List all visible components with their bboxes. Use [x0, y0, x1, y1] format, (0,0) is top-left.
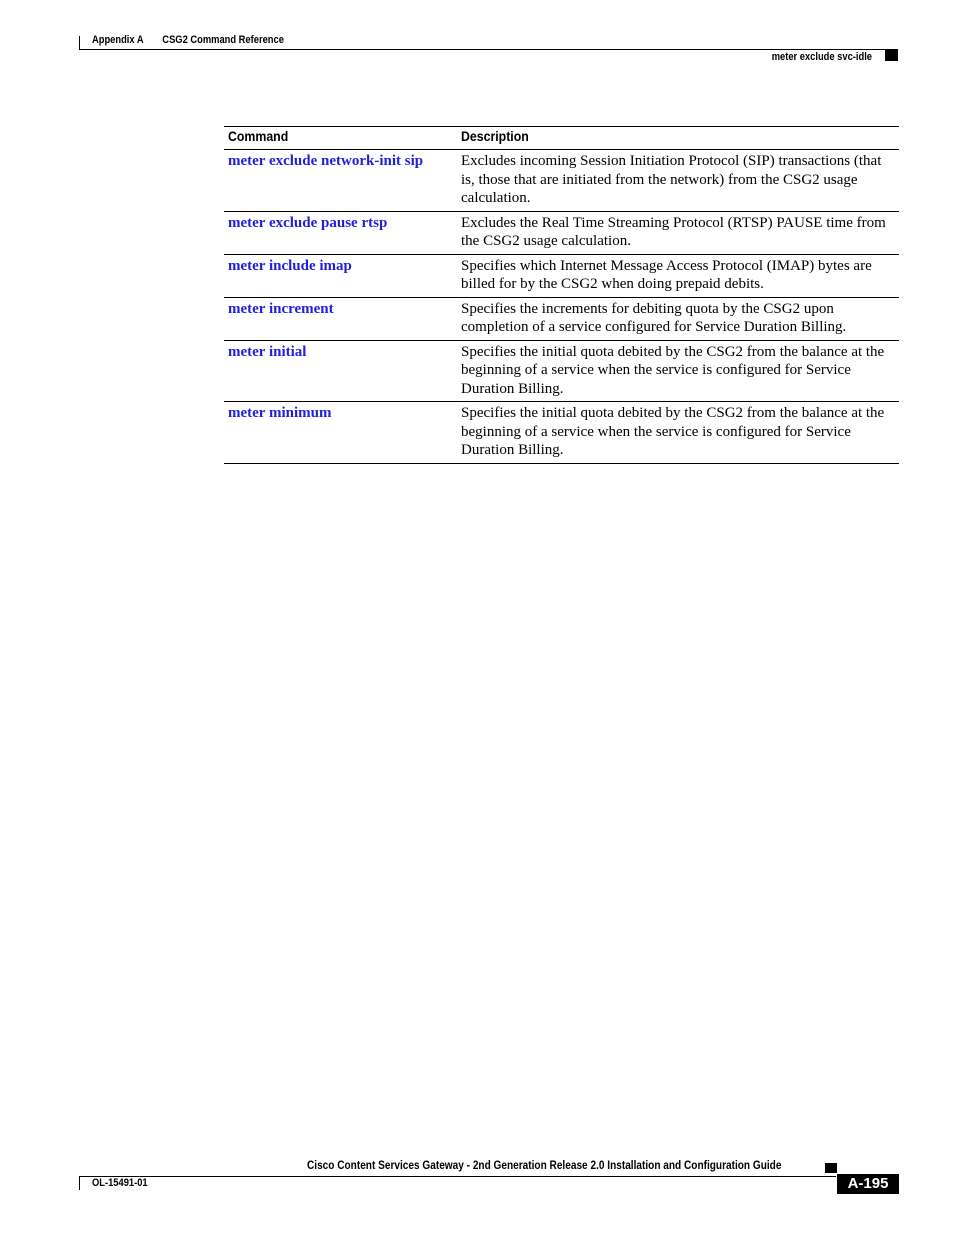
command-cell: [224, 402, 461, 464]
command-link[interactable]: meter initial: [228, 343, 307, 360]
running-header: [92, 34, 284, 46]
footer-rule: [79, 1176, 836, 1177]
command-link[interactable]: meter minimum: [228, 405, 332, 421]
description-cell: Specifies the increments for debiting quota by the CSG2 upon completion of a service configured for Service Duration Billing.: [461, 297, 899, 340]
command-link[interactable]: meter include imap: [228, 257, 352, 274]
guide-title: Cisco Content Services Gateway - 2nd Generation Release 2.0 Installation and Configuration Guide: [307, 1158, 782, 1172]
command-link[interactable]: meter increment: [228, 300, 334, 317]
table-row: [224, 297, 899, 340]
description-cell: Specifies the initial quota debited by the CSG2 from the balance at the beginning of a service when the service is configured for Service Duration Billing.: [461, 340, 899, 402]
command-cell: [224, 254, 461, 297]
document-number: OL-15491-01: [92, 1177, 148, 1189]
header-left-rule: [79, 36, 80, 50]
appendix-label: Appendix A: [92, 34, 144, 46]
command-cell: [224, 297, 461, 340]
footer-left-rule: [79, 1176, 80, 1190]
header-marker-block: [885, 50, 898, 61]
table-row: [224, 254, 899, 297]
command-link[interactable]: meter exclude network-init sip: [228, 153, 424, 169]
table-header-row: [224, 127, 899, 150]
related-commands-table: [224, 126, 899, 464]
description-cell: Excludes incoming Session Initiation Protocol (SIP) transactions (that is, those that are initiated from the network) from the CSG2 usage calculation.: [461, 150, 899, 212]
command-cell: [224, 340, 461, 402]
table-row: [224, 402, 899, 464]
column-header-description: Description: [461, 127, 899, 150]
table-row: [224, 150, 899, 212]
command-link[interactable]: meter exclude pause rtsp: [228, 214, 388, 231]
command-cell: [224, 211, 461, 254]
table-row: [224, 340, 899, 402]
header-rule: [79, 49, 898, 50]
chapter-title: CSG2 Command Reference: [162, 34, 284, 46]
command-cell: [224, 150, 461, 212]
page-number: A-195: [837, 1174, 899, 1194]
table-row: [224, 211, 899, 254]
column-header-command: Command: [224, 127, 461, 150]
footer-marker-block: [825, 1163, 837, 1173]
description-cell: Excludes the Real Time Streaming Protocol (RTSP) PAUSE time from the CSG2 usage calculation.: [461, 211, 899, 254]
description-cell: Specifies which Internet Message Access Protocol (IMAP) bytes are billed for by the CSG2 when doing prepaid debits.: [461, 254, 899, 297]
section-title: meter exclude svc-idle: [771, 51, 872, 63]
description-cell: Specifies the initial quota debited by the CSG2 from the balance at the beginning of a service when the service is configured for Service Duration Billing.: [461, 402, 899, 464]
